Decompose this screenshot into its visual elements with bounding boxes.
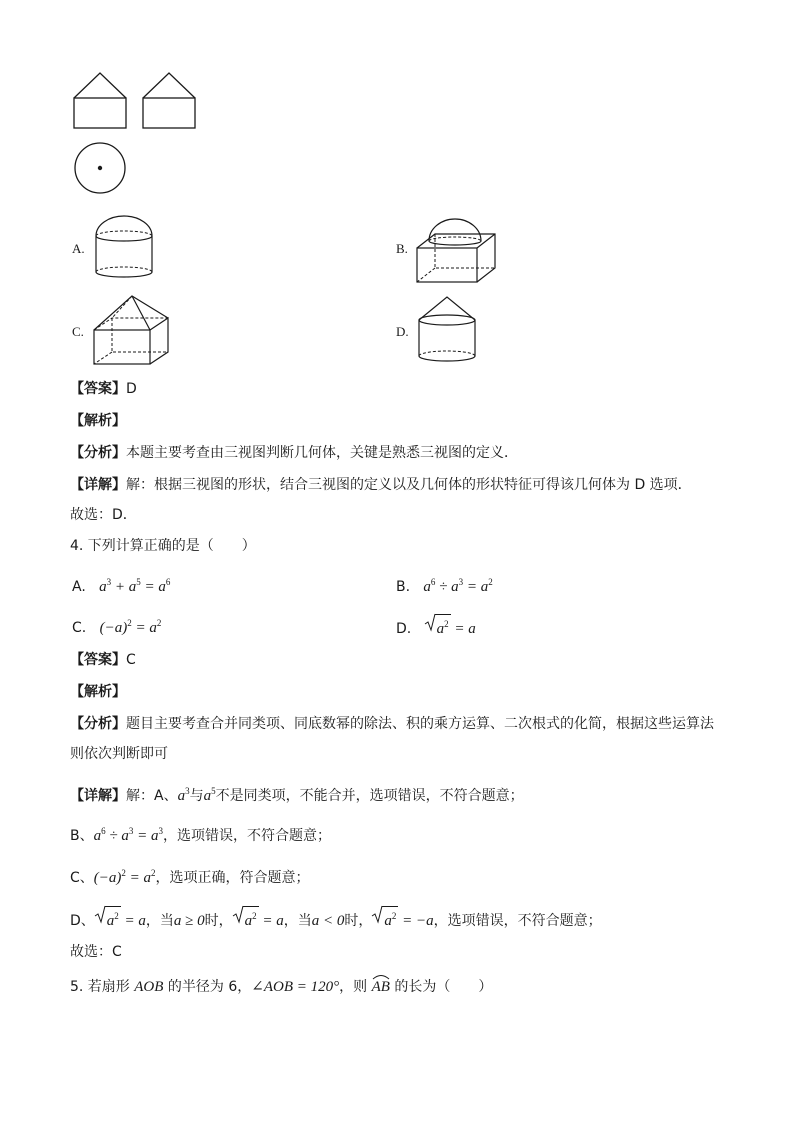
option-b-label: B.: [396, 241, 408, 256]
q5-stem-prefix: 5. 若扇形: [70, 979, 130, 995]
q3-jiexi-heading: 【解析】: [70, 413, 126, 429]
xiangjie-d-t3: ，当: [283, 913, 312, 929]
sqrt-sign: $a^2$: [425, 614, 451, 638]
xiangjie-d-t2: 时，: [204, 913, 233, 929]
q4-fenxi-2: 则依次判断即可: [70, 746, 168, 762]
option-d-solid-figure: [415, 294, 479, 366]
front-view-figure: [70, 70, 130, 132]
xiangjie-d-suffix: ，选项错误，不符合题意；: [433, 913, 602, 929]
xiangjie-d-t4: 时，: [344, 913, 373, 929]
xiangjie-b-prefix: B、: [70, 828, 94, 844]
q4-option-a-label: A.: [72, 579, 86, 595]
option-a-solid-figure: [92, 214, 156, 284]
math-arc-ab: AB: [372, 978, 390, 996]
q4-option-c-label: C.: [72, 620, 87, 636]
xiangjie-d-t1: ，当: [145, 913, 174, 929]
xiangjie-a-prefix: 解：A、: [126, 788, 178, 804]
q4-option-a: [72, 573, 170, 596]
q4-xiangjie-c: [70, 864, 310, 887]
math-angle-aob: ∠AOB = 120°: [251, 979, 340, 995]
top-view-figure: [70, 140, 130, 198]
option-b-solid-figure: [415, 210, 499, 286]
q4-xiangjie-a: [70, 782, 524, 805]
q5-stem-t1: 的半径为 6，: [167, 979, 252, 995]
xiangjie-a-suffix: 不是同类项，不能合并，选项错误，不符合题意；: [215, 788, 524, 804]
answer-label: 【答案】: [70, 652, 126, 668]
q4-option-d-label: D.: [396, 621, 412, 637]
q3-xiangjie: [70, 476, 692, 494]
q4-stem: 4. 下列计算正确的是（ ）: [70, 538, 256, 554]
q4-option-c-expr: $(-a)^2 = a^2$: [99, 618, 162, 636]
q4-xiangjie-b: [70, 822, 331, 845]
answer-value: C: [126, 652, 136, 668]
q5-stem-t2: ，则: [339, 979, 368, 995]
xiangjie-d-prefix: D、: [70, 913, 95, 929]
math-d-expr-3: $a^2 = -a$: [372, 913, 433, 929]
fenxi-text: 本题主要考查由三视图判断几何体，关键是熟悉三视图的定义．: [126, 445, 518, 461]
math-d-expr-1: $a^2 = a$: [95, 913, 146, 929]
q4-jiexi-heading: 【解析】: [70, 684, 126, 700]
side-view-figure: [139, 70, 199, 132]
option-c-solid-figure: [92, 292, 172, 368]
xiangjie-label: 【详解】: [70, 788, 126, 804]
math-d-cond-1: a ≥ 0: [173, 913, 205, 929]
fenxi-label: 【分析】: [70, 445, 126, 461]
q5-stem-suffix: 的长为（ ）: [394, 979, 493, 995]
q3-guxuan: 故选：D．: [70, 507, 137, 523]
xiangjie-b-suffix: ，选项错误，不符合题意；: [162, 828, 331, 844]
q4-guxuan: 故选：C: [70, 944, 122, 960]
math-sector-aob: AOB: [134, 979, 164, 995]
q4-option-b: [396, 573, 493, 596]
fenxi-label: 【分析】: [70, 716, 126, 732]
option-a-label: A.: [72, 241, 85, 256]
xiangjie-a-mid: 与: [189, 788, 204, 804]
q4-option-d: [396, 614, 476, 638]
q4-xiangjie-d: [70, 906, 602, 930]
q4-option-d-expr: $a^2 = a$: [425, 621, 476, 637]
q4-fenxi-1: [70, 715, 714, 733]
xiangjie-c-prefix: C、: [70, 870, 94, 886]
q4-option-b-label: B.: [396, 579, 411, 595]
q4-option-c: [72, 614, 161, 637]
answer-label: 【答案】: [70, 381, 126, 397]
xiangjie-label: 【详解】: [70, 477, 126, 493]
q4-answer: [70, 651, 136, 669]
math-d-cond-2: a < 0: [311, 913, 345, 929]
math-a3: $a^3$: [177, 786, 190, 804]
q5-stem: [70, 978, 492, 996]
xiangjie-text: 解：根据三视图的形状，结合三视图的定义以及几何体的形状特征可得该几何体为 D 选项．: [126, 477, 692, 493]
xiangjie-c-suffix: ，选项正确，符合题意；: [155, 870, 310, 886]
q3-fenxi: [70, 444, 518, 462]
q4-option-a-expr: $a^3 + a^5 = a^6$: [99, 577, 171, 595]
answer-value: D: [126, 381, 137, 397]
math-a5: $a^5$: [203, 786, 216, 804]
q4-option-b-expr: $a^6 \div a^3 = a^2$: [423, 577, 493, 595]
q3-answer: [70, 380, 137, 398]
math-b-expr: $a^6 \div a^3 = a^3$: [93, 826, 163, 844]
math-c-expr: $(-a)^2 = a^2$: [93, 868, 156, 886]
math-d-expr-2: $a^2 = a$: [233, 913, 284, 929]
option-c-label: C.: [72, 324, 84, 339]
fenxi-text-1: 题目主要考查合并同类项、同底数幂的除法、积的乘方运算、二次根式的化简，根据这些运算法: [126, 716, 714, 732]
option-d-label: D.: [396, 324, 409, 339]
